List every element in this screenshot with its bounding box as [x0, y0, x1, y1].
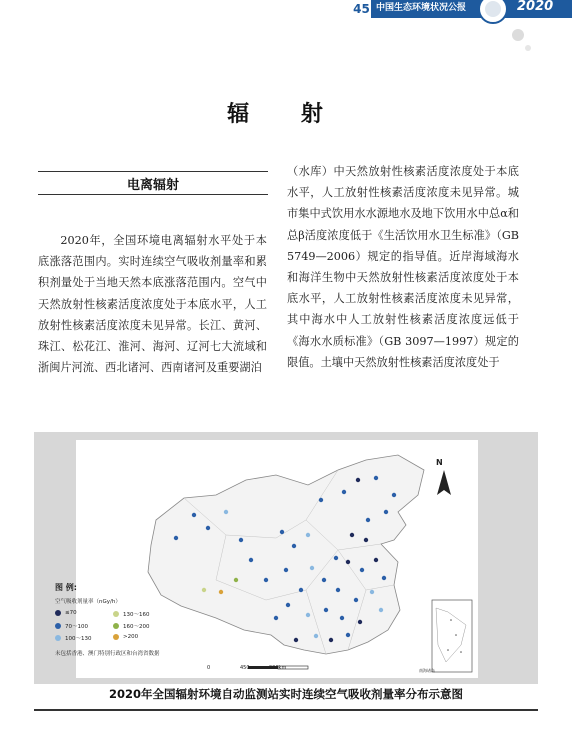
station-dot — [346, 560, 350, 564]
station-dot — [334, 556, 338, 560]
legend-swatch — [55, 610, 61, 616]
country-outline — [148, 455, 424, 654]
legend-swatch — [113, 634, 119, 640]
station-dot — [224, 510, 228, 514]
station-dot — [219, 590, 223, 594]
station-dot — [299, 588, 303, 592]
legend-swatch — [113, 623, 119, 629]
station-dot — [249, 558, 253, 562]
legend-item — [55, 622, 88, 630]
station-dot — [336, 588, 340, 592]
legend-item — [113, 610, 150, 618]
station-dot — [319, 498, 323, 502]
legend-item — [113, 634, 138, 640]
north-label: N — [436, 458, 443, 467]
legend-swatch — [55, 623, 61, 629]
body-paragraph-right: （水库）中天然放射性核素活度浓度处于本底水平，人工放射性核素活度浓度未见异常。城市集中式饮用水水源地水及地下饮用水中总α和总β活度浓度低于《生活饮用水卫生标准》（GB 5749—2006）规定的指导值。近岸海域海水和海洋生物中天然放射性核素活度浓度处于本底水平，人工放射性核素活度浓度未见异常，其中海水中人工放射性核素活度浓度远低于《海水水质标准》（GB 3097—1997）规定的限值。土壤中天然放射性核素活度浓度处于 — [287, 165, 519, 369]
body-paragraph-left: 2020年，全国环境电离辐射水平处于本底涨落范围内。实时连续空气吸收剂量率和累积剂量处于当地天然本底涨落范围内。空气中天然放射性核素活度浓度处于本底水平，人工放射性核素活度浓度未见异常。长江、黄河、珠江、松花江、淮河、海河、辽河七大流域和浙闽片河流、西北诸河、西南诸河及重要湖泊 — [38, 234, 267, 375]
legend-note: 未包括香港、澳门特别行政区和台湾省数据 — [55, 651, 160, 657]
page-number: 45 — [353, 2, 370, 16]
station-dot — [374, 476, 378, 480]
station-dot — [366, 518, 370, 522]
caption-rule — [34, 709, 538, 711]
header-decoration — [470, 0, 570, 60]
figure-caption: 2020年全国辐射环境自动监测站实时连续空气吸收剂量率分布示意图 — [108, 687, 463, 701]
north-arrow-icon — [437, 470, 451, 495]
station-dot — [374, 558, 378, 562]
legend-title: 图 例: — [55, 583, 77, 592]
station-dot — [274, 616, 278, 620]
legend-label: 160～200 — [123, 624, 150, 630]
station-dot — [294, 638, 298, 642]
legend-label: ≤70 — [65, 610, 77, 616]
publication-year: 2020 — [517, 0, 554, 14]
china-map — [76, 440, 478, 678]
station-dot — [342, 490, 346, 494]
south-china-sea-inset — [432, 600, 472, 672]
section-title: 电离辐射 — [126, 178, 179, 193]
legend-label: 100～130 — [65, 636, 92, 642]
station-dot — [280, 530, 284, 534]
station-dot — [370, 590, 374, 594]
publication-title: 中国生态环境状况公报 — [376, 3, 467, 13]
station-dot — [192, 513, 196, 517]
legend-item — [55, 610, 77, 616]
inset-label: 南海诸岛 — [419, 668, 435, 673]
legend-item — [55, 634, 92, 642]
section-rule-top — [38, 171, 268, 172]
station-dot — [329, 638, 333, 642]
station-dot — [340, 616, 344, 620]
station-dot — [346, 633, 350, 637]
station-dot — [292, 544, 296, 548]
scale-label: 900km — [269, 665, 287, 671]
station-dot — [239, 538, 243, 542]
station-dot — [356, 478, 360, 482]
section-rule-bottom — [38, 194, 268, 195]
station-dot — [350, 533, 354, 537]
legend-label: 70～100 — [65, 624, 88, 630]
station-dot — [206, 526, 210, 530]
map-panel — [76, 440, 478, 678]
station-dot — [354, 598, 358, 602]
station-dot — [286, 603, 290, 607]
station-dot — [234, 578, 238, 582]
station-dot — [306, 613, 310, 617]
station-dot — [364, 538, 368, 542]
station-dot — [379, 608, 383, 612]
station-dot — [360, 568, 364, 572]
chapter-title: 辐 射 — [227, 102, 345, 127]
station-dot — [382, 576, 386, 580]
station-dot — [202, 588, 206, 592]
station-dot — [310, 566, 314, 570]
legend-swatch — [55, 635, 61, 641]
station-dot — [306, 533, 310, 537]
station-dot — [314, 634, 318, 638]
station-dot — [392, 493, 396, 497]
legend-swatch — [113, 611, 119, 617]
scale-label: 0 — [207, 665, 211, 671]
station-dot — [284, 568, 288, 572]
station-dot — [384, 510, 388, 514]
legend-label: 130～160 — [123, 612, 150, 618]
station-dot — [358, 620, 362, 624]
station-dot — [324, 608, 328, 612]
legend-item — [113, 622, 150, 630]
legend-label: >200 — [123, 634, 139, 640]
map-figure — [34, 432, 538, 684]
station-dot — [322, 578, 326, 582]
scale-label: 450 — [240, 665, 250, 671]
station-dot — [174, 536, 178, 540]
station-dot — [264, 578, 268, 582]
legend-unit: 空气吸收剂量率（nGy/h） — [55, 599, 121, 605]
